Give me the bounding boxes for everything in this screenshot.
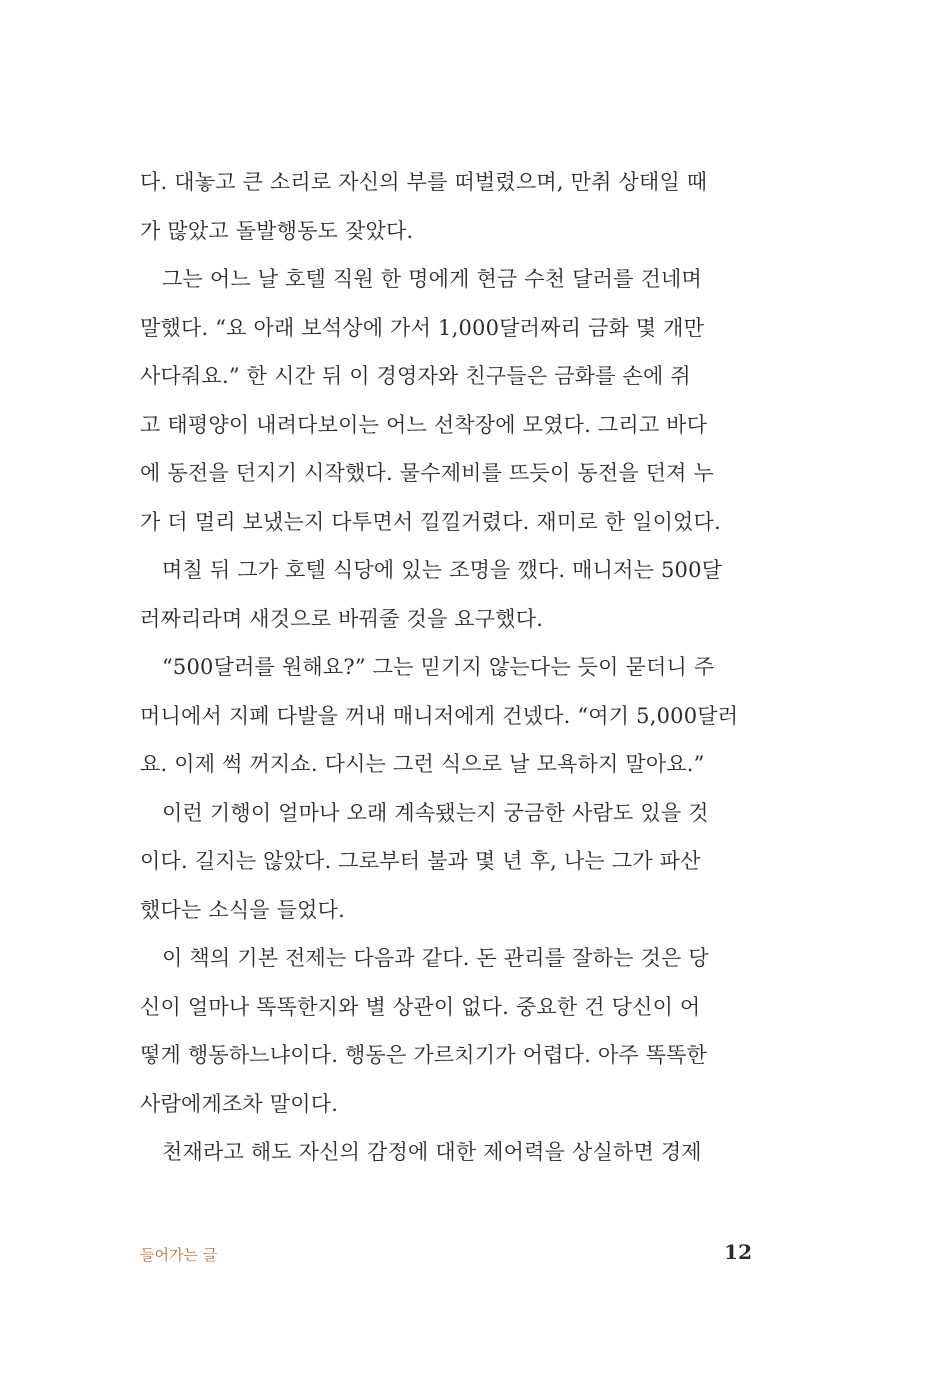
text-line: 다. 대놓고 큰 소리로 자신의 부를 떠벌렸으며, 만취 상태일 때 bbox=[140, 170, 708, 194]
text-line: 천재라고 해도 자신의 감정에 대한 제어력을 상실하면 경제 bbox=[162, 1140, 702, 1164]
text-line: 에 동전을 던지기 시작했다. 물수제비를 뜨듯이 동전을 던져 누 bbox=[140, 461, 715, 485]
text-line: 그는 어느 날 호텔 직원 한 명에게 현금 수천 달러를 건네며 bbox=[162, 267, 702, 291]
text-line: 요. 이제 썩 꺼지쇼. 다시는 그런 식으로 날 모욕하지 말아요.” bbox=[140, 752, 705, 776]
text-line: 신이 얼마나 똑똑한지와 별 상관이 없다. 중요한 건 당신이 어 bbox=[140, 994, 701, 1019]
text-line: 이런 기행이 얼마나 오래 계속됐는지 궁금한 사람도 있을 것 bbox=[162, 800, 709, 825]
body-text bbox=[140, 158, 752, 1177]
running-footer-title: 들어가는 글 bbox=[140, 1246, 218, 1264]
text-line: 사람에게조차 말이다. bbox=[140, 1091, 339, 1116]
text-line: 러짜리라며 새것으로 바꿔줄 것을 요구했다. bbox=[140, 606, 544, 631]
text-line: 며칠 뒤 그가 호텔 식당에 있는 조명을 깼다. 매니저는 500달 bbox=[162, 558, 723, 582]
text-line: “500달러를 원해요?” 그는 믿기지 않는다는 듯이 묻더니 주 bbox=[162, 655, 715, 679]
text-line: 가 더 멀리 보냈는지 다투면서 낄낄거렸다. 재미로 한 일이었다. bbox=[140, 509, 721, 534]
text-line: 머니에서 지폐 다발을 꺼내 매니저에게 건넸다. “여기 5,000달러 bbox=[140, 703, 739, 728]
page-number: 12 bbox=[724, 1240, 752, 1264]
text-line: 사다줘요.” 한 시간 뒤 이 경영자와 친구들은 금화를 손에 쥐 bbox=[140, 364, 691, 388]
text-line: 이 책의 기본 전제는 다음과 같다. 돈 관리를 잘하는 것은 당 bbox=[162, 946, 709, 970]
text-line: 가 많았고 돌발행동도 잦았다. bbox=[140, 218, 414, 243]
text-line: 말했다. “요 아래 보석상에 가서 1,000달러짜리 금화 몇 개만 bbox=[140, 315, 705, 340]
text-line: 했다는 소식을 들었다. bbox=[140, 897, 345, 922]
text-line: 떻게 행동하느냐이다. 행동은 가르치기가 어렵다. 아주 똑똑한 bbox=[140, 1043, 708, 1067]
text-line: 이다. 길지는 않았다. 그로부터 불과 몇 년 후, 나는 그가 파산 bbox=[140, 849, 701, 873]
text-line: 고 태평양이 내려다보이는 어느 선착장에 모였다. 그리고 바다 bbox=[140, 412, 708, 437]
